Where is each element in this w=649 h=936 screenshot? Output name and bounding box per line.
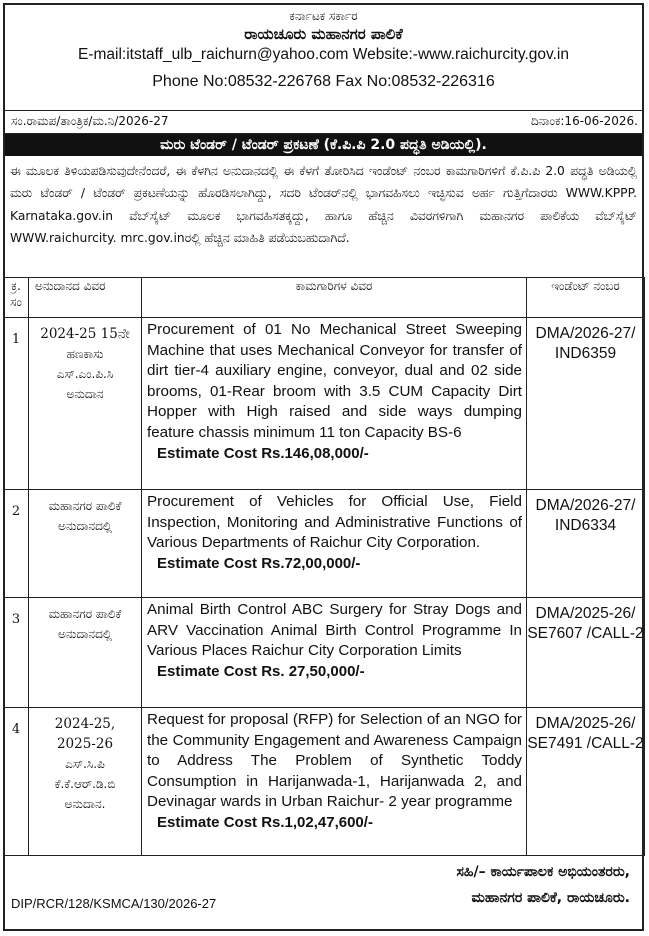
row-sno: 3	[4, 598, 29, 708]
grant-year: 2024-25 15ನೇ	[40, 326, 130, 342]
row-indent: DMA/2026-27/ IND6359	[527, 318, 645, 490]
grant-text: ಹಣಕಾಸು ಎಸ್.ಎಂ.ಪಿ.ಸಿ ಅನುದಾನ	[56, 347, 114, 401]
grant-text: ಎಸ್.ಸಿ.ಪಿ ಕೆ.ಕೆ.ಆರ್.ಡಿ.ಬಿ ಅನುದಾನ.	[54, 757, 116, 811]
reference-row	[5, 111, 642, 134]
estimate-cost: Estimate Cost Rs. 27,50,000/-	[157, 662, 365, 680]
notice-footer	[5, 856, 642, 916]
row-sno: 4	[4, 708, 29, 856]
table-row	[4, 708, 645, 856]
signature-title: ಸಹಿ/– ಕಾರ್ಯಪಾಲಕ ಅಭಿಯಂತರರು,	[456, 864, 630, 880]
grant-text: ಮಹಾನಗರ ಪಾಲಿಕೆ ಅನುದಾನದಲ್ಲಿ	[48, 499, 122, 533]
reference-number: ಸಂ.ರಾಮಪ/ತಾಂತ್ರಿಕ/ಮ.ನಿ/2026-27	[11, 114, 169, 128]
row-work	[142, 318, 527, 490]
signature-office: ಮಹಾನಗರ ಪಾಲಿಕೆ, ರಾಯಚೂರು.	[471, 890, 630, 906]
tender-notice	[3, 3, 644, 931]
row-work	[142, 598, 527, 708]
work-description: Procurement of Vehicles for Official Use, Field Inspection, Monitoring and Administrative Functions of Various Departments of Raichur City Corporation.	[147, 493, 522, 552]
row-work	[142, 708, 527, 856]
header-sno: ಕ್ರ. ಸಂ	[4, 278, 29, 318]
row-indent: DMA/2025-26/ SE7491 /CALL-2	[527, 708, 645, 856]
row-sno: 2	[4, 490, 29, 598]
row-grant	[29, 708, 142, 856]
table-row	[4, 490, 645, 598]
work-description: Animal Birth Control ABC Surgery for Stray Dogs and ARV Vaccination Animal Birth Control Programme In Various Places Raichur City Corporation Limits	[147, 601, 522, 660]
table-header-row	[4, 278, 645, 318]
work-description: Procurement of 01 No Mechanical Street Sweeping Machine that uses Mechanical Conveyor for transfer of dirt tier-4 auxiliary engine, conveyor, dual and 02 side brooms, 01-Rear broom with 3.5 CUM Capacity Dirt Hopper with High raised and side ways dumping feature chassis minimum 11 ton Capacity BS-6	[147, 321, 522, 441]
organization-name: ರಾಯಚೂರು ಮಹಾನಗರ ಪಾಲಿಕೆ	[244, 25, 403, 43]
government-name: ಕರ್ನಾಟಕ ಸರ್ಕಾರ	[289, 9, 358, 23]
intro-paragraph: ಈ ಮೂಲಕ ತಿಳಿಯಪಡಿಸುವುದೇನೆಂದರೆ, ಈ ಕೆಳಗಿನ ಅನುದಾನದಲ್ಲಿ ಈ ಕೆಳಗೆ ತೋರಿಸಿದ ಇಂಡೆಂಟ್ ನಂಬರ ಕಾಮಗಾರಿಗಳಿಗೆ ಕೆ.ಪಿ.ಪಿ 2.0 ಪದ್ಧತಿ ಅಡಿಯಲ್ಲಿ ಮರು ಟೆಂಡರ್ / ಟೆಂಡರ್ ಪ್ರಕಟಣೆಯನ್ನು ಹೊರಡಿಸಲಾಗಿದ್ದು, ಸದರಿ ಟೆಂಡರ್‌ನಲ್ಲಿ ಭಾಗವಹಿಸಲು ಇಚ್ಛಿಸುವ ಅರ್ಹ ಗುತ್ತಿಗೆದಾರರು WWW.KPPP. Karnataka.gov.in ವೆಬ್‌ಸೈಟ್ ಮೂಲಕ ಭಾಗವಹಿಸತಕ್ಕದ್ದು, ಹಾಗೂ ಹೆಚ್ಚಿನ ವಿವರಗಳಿಗಾಗಿ ಮಹಾನಗರ ಪಾಲಿಕೆಯ ವೆಬ್‌ಸೈಟ್ WWW.raichurcity. mrc.gov.inರಲ್ಲಿ ಹೆಚ್ಚಿನ ಮಾಹಿತಿ ಪಡೆಯಬಹುದಾಗಿದೆ.	[10, 164, 637, 246]
row-grant	[29, 490, 142, 598]
estimate-cost: Estimate Cost Rs.72,00,000/-	[157, 554, 361, 572]
email-website-line: E-mail:itstaff_ulb_raichurn@yahoo.com Website:-www.raichurcity.gov.in	[78, 46, 569, 63]
table-row	[4, 598, 645, 708]
tender-banner: ಮರು ಟೆಂಡರ್ / ಟೆಂಡರ್ ಪ್ರಕಟಣೆ (ಕೆ.ಪಿ.ಪಿ 2.0 ಪದ್ಧತಿ ಅಡಿಯಲ್ಲಿ).	[5, 134, 642, 156]
row-grant	[29, 318, 142, 490]
row-indent: DMA/2026-27/ IND6334	[527, 490, 645, 598]
table-row	[4, 318, 645, 490]
header-indent: ಇಂಡೆಂಟ್ ನಂಬರ	[527, 278, 645, 318]
row-sno: 1	[4, 318, 29, 490]
row-indent: DMA/2025-26/ SE7607 /CALL-2	[527, 598, 645, 708]
phone-fax-line: Phone No:08532-226768 Fax No:08532-226316	[152, 73, 495, 90]
header-grant: ಅನುದಾನದ ವಿವರ	[29, 278, 142, 318]
work-description: Request for proposal (RFP) for Selection of an NGO for the Community Engagement and Awareness Campaign to Address The Problem of Synthetic Toddy Consumption in Harijanwada-1, Harijanwada 2, and Devinagar wards in Urban Raichur- 2 year programme	[147, 711, 522, 811]
notice-date: ದಿನಾಂಕ:16-06-2026.	[531, 114, 638, 128]
estimate-cost: Estimate Cost Rs.146,08,000/-	[157, 444, 369, 462]
works-table	[3, 277, 645, 856]
notice-header	[5, 5, 642, 111]
row-work	[142, 490, 527, 598]
row-grant	[29, 598, 142, 708]
estimate-cost: Estimate Cost Rs.1,02,47,600/-	[157, 813, 373, 831]
grant-year: 2024-25, 2025-26	[54, 716, 116, 752]
grant-text: ಮಹಾನಗರ ಪಾಲಿಕೆ ಅನುದಾನದಲ್ಲಿ	[48, 607, 122, 641]
dip-reference: DIP/RCR/128/KSMCA/130/2026-27	[11, 896, 217, 911]
header-work: ಕಾಮಗಾರಿಗಳ ವಿವರ	[142, 278, 527, 318]
